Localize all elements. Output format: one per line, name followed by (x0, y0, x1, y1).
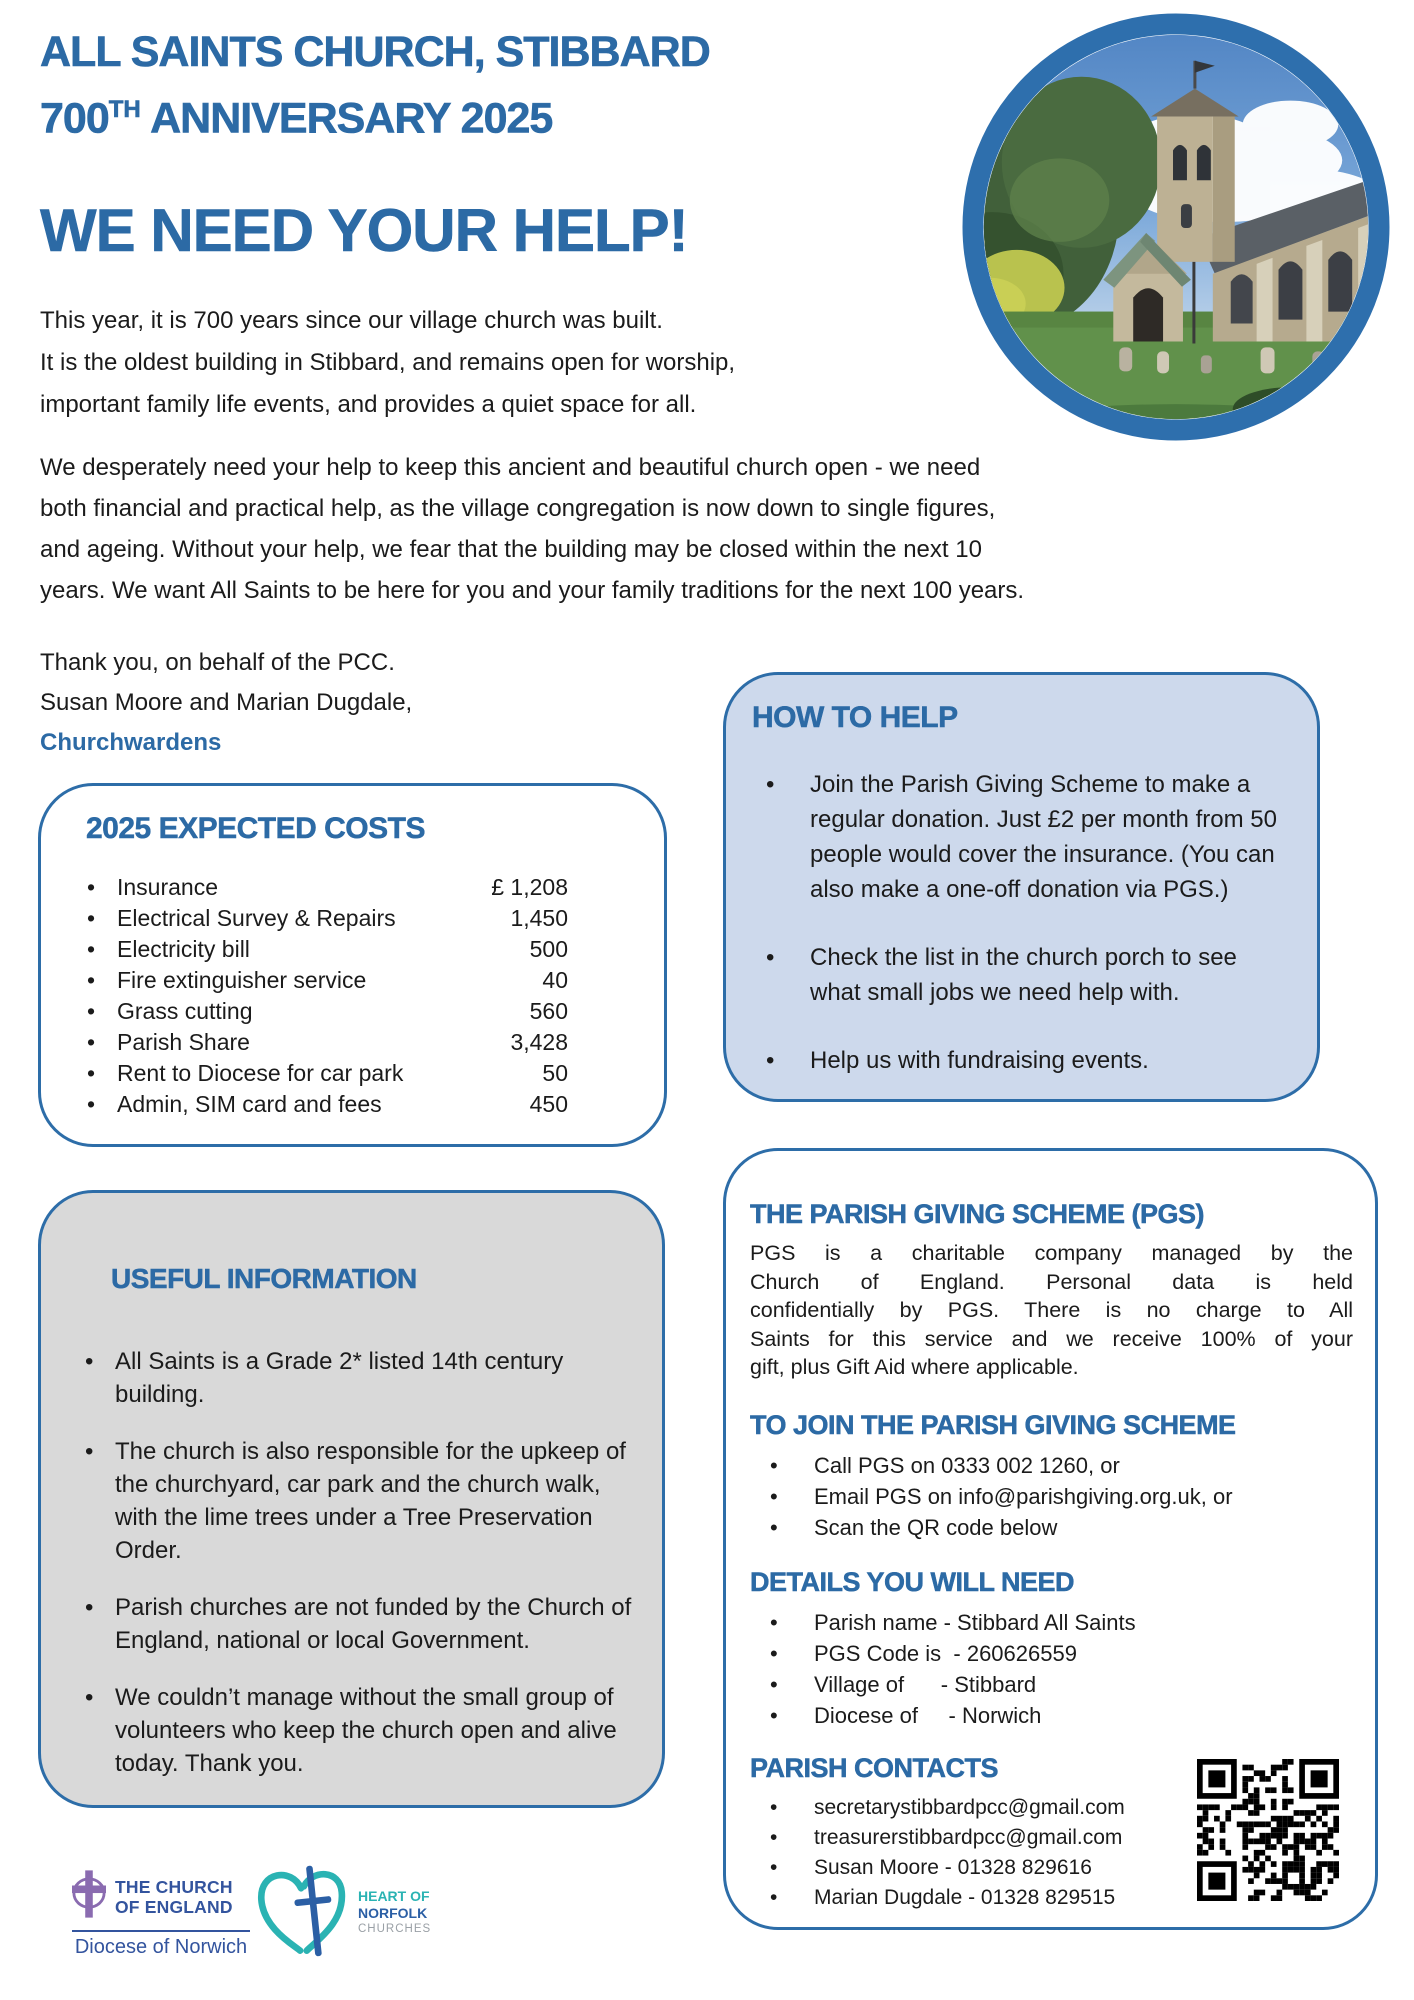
bullet-icon: • (85, 1684, 94, 1711)
bullet-icon: • (85, 1348, 94, 1375)
pgs-details-heading: DETAILS YOU WILL NEED (750, 1566, 1075, 1597)
bullet-icon: • (87, 967, 96, 993)
cost-row (77, 1027, 568, 1058)
intro-paragraph (40, 300, 735, 426)
title-line1: ALL SAINTS CHURCH, STIBBARD (40, 28, 710, 76)
heart-cross-icon (250, 1858, 354, 1967)
cost-label: Rent to Diocese for car park (117, 1060, 404, 1086)
pgs-join-item: • Scan the QR code below (750, 1512, 1347, 1543)
cost-label: Grass cutting (117, 998, 253, 1024)
divider (72, 1930, 250, 1932)
bullet-icon: • (770, 1825, 778, 1849)
parish-contact-item: • secretarystibbardpcc@gmail.com (750, 1793, 1347, 1823)
cost-label: Electricity bill (117, 936, 250, 962)
bullet-icon: • (770, 1514, 778, 1540)
pgs-join-heading: TO JOIN THE PARISH GIVING SCHEME (750, 1409, 1236, 1440)
bullet-icon: • (766, 1047, 775, 1074)
appeal-line: and ageing. Without your help, we fear that the building may be closed within the next 10 (40, 536, 982, 563)
pgs-details-item: • Parish name - Stibbard All Saints (750, 1607, 1347, 1638)
bullet-icon: • (770, 1702, 778, 1728)
appeal-line: both financial and practical help, as the village congregation is now down to single figures, (40, 495, 996, 522)
pgs-paragraph-line: PGS is a charitable company managed by the (750, 1241, 1353, 1265)
how-to-help-item: • Check the list in the church porch to see what small jobs we need help with. (752, 940, 1287, 1010)
bullet-icon: • (770, 1671, 778, 1697)
cost-amount: £ 1,208 (491, 874, 568, 900)
costs-list (77, 872, 568, 1120)
bullet-icon: • (85, 1594, 94, 1621)
parish-contacts-heading: PARISH CONTACTS (750, 1752, 998, 1783)
useful-information-item: • All Saints is a Grade 2* listed 14th century building. (73, 1345, 638, 1411)
parish-contact-item: • Susan Moore - 01328 829616 (750, 1853, 1347, 1883)
pgs-join-list (750, 1450, 1347, 1543)
church-of-england-logo (72, 1868, 250, 1959)
pgs-paragraph (750, 1239, 1353, 1382)
cost-amount: 40 (542, 967, 568, 993)
appeal-paragraph (40, 447, 1140, 611)
pgs-details-item: • Village of - Stibbard (750, 1669, 1347, 1700)
headline: WE NEED YOUR HELP! (40, 197, 688, 264)
ordinal-suffix: TH (108, 96, 141, 123)
how-to-help-heading: HOW TO HELP (752, 701, 958, 734)
cost-row (77, 1089, 568, 1120)
title-line2: 700TH ANNIVERSARY 2025 (40, 94, 553, 143)
cost-row (77, 934, 568, 965)
useful-information-box (38, 1190, 665, 1808)
cost-amount: 500 (529, 936, 568, 962)
pgs-paragraph-line: confidentially by PGS. There is no charge to All (750, 1298, 1353, 1322)
expected-costs-box (38, 783, 667, 1147)
bullet-icon: • (87, 905, 96, 931)
diocese-of-norwich-label: Diocese of Norwich (74, 1936, 248, 1958)
bullet-icon: • (770, 1885, 778, 1909)
cost-row (77, 903, 568, 934)
cost-amount: 50 (542, 1060, 568, 1086)
cost-row (77, 1058, 568, 1089)
pgs-paragraph-line: Church of England. Personal data is held (750, 1269, 1353, 1294)
bullet-icon: • (770, 1640, 778, 1666)
bullet-icon: • (85, 1438, 94, 1465)
church-photo (962, 13, 1390, 441)
page-title (40, 24, 710, 147)
bullet-icon: • (766, 771, 775, 798)
pgs-details-list (750, 1607, 1347, 1731)
cost-row (77, 872, 568, 903)
cost-amount: 450 (529, 1091, 568, 1117)
signature-block (40, 643, 412, 763)
intro-line: This year, it is 700 years since our village church was built. (40, 307, 663, 334)
cost-label: Parish Share (117, 1029, 250, 1055)
cost-row (77, 965, 568, 996)
heart-of-norfolk-name: HEART OF NORFOLK CHURCHES (358, 1888, 432, 1935)
pgs-details-item: • PGS Code is - 260626559 (750, 1638, 1347, 1669)
intro-line: It is the oldest building in Stibbard, and remains open for worship, (40, 349, 736, 376)
bullet-icon: • (770, 1609, 778, 1635)
thanks-line: Thank you, on behalf of the PCC. (40, 649, 395, 676)
qr-code (1197, 1759, 1339, 1901)
cost-amount: 560 (529, 998, 568, 1024)
pgs-paragraph-line: Saints for this service and we receive 100% of your (750, 1326, 1353, 1351)
bullet-icon: • (770, 1452, 778, 1478)
pgs-paragraph-line: gift, plus Gift Aid where applicable. (750, 1355, 1079, 1379)
parish-contact-item: • Marian Dugdale - 01328 829515 (750, 1883, 1347, 1913)
useful-information-heading: USEFUL INFORMATION (111, 1263, 417, 1294)
church-of-england-name: THE CHURCH OF ENGLAND (115, 1876, 233, 1917)
how-to-help-item: • Help us with fundraising events. (752, 1043, 1287, 1078)
bullet-icon: • (87, 1029, 96, 1055)
churchwardens-label: Churchwardens (40, 729, 222, 756)
pgs-details-item: • Diocese of - Norwich (750, 1700, 1347, 1731)
useful-information-item: • We couldn’t manage without the small group of volunteers who keep the church open and alive today. Thank you. (73, 1681, 638, 1780)
cost-label: Fire extinguisher service (117, 967, 367, 993)
signatories-line: Susan Moore and Marian Dugdale, (40, 689, 413, 716)
church-photo-illustration (962, 13, 1390, 441)
how-to-help-list (752, 767, 1287, 1078)
bullet-icon: • (87, 1060, 96, 1086)
bullet-icon: • (770, 1795, 778, 1819)
intro-line: important family life events, and provides a quiet space for all. (40, 391, 697, 418)
useful-information-item: • Parish churches are not funded by the Church of England, national or local Government. (73, 1591, 638, 1657)
useful-information-item: • The church is also responsible for the upkeep of the churchyard, car park and the church walk, with the lime trees under a Tree Preservation Order. (73, 1435, 638, 1567)
bullet-icon: • (766, 944, 775, 971)
heart-of-norfolk-logo (250, 1858, 431, 1967)
cost-label: Insurance (117, 874, 219, 900)
cost-label: Electrical Survey & Repairs (117, 905, 396, 931)
cost-row (77, 996, 568, 1027)
bullet-icon: • (87, 1091, 96, 1117)
cost-label: Admin, SIM card and fees (117, 1091, 382, 1117)
church-of-england-emblem-icon (72, 1868, 106, 1925)
pgs-join-item: • Email PGS on info@parishgiving.org.uk, or (750, 1481, 1347, 1512)
useful-information-list (73, 1345, 638, 1780)
bullet-icon: • (87, 936, 96, 962)
parish-giving-scheme-box (723, 1148, 1378, 1930)
bullet-icon: • (87, 998, 96, 1024)
how-to-help-box (723, 672, 1320, 1102)
bullet-icon: • (87, 874, 96, 900)
bullet-icon: • (770, 1855, 778, 1879)
appeal-line: We desperately need your help to keep this ancient and beautiful church open - we need (40, 454, 981, 481)
pgs-heading: THE PARISH GIVING SCHEME (PGS) (750, 1199, 1205, 1229)
bullet-icon: • (770, 1483, 778, 1509)
parish-contact-item: • treasurerstibbardpcc@gmail.com (750, 1823, 1347, 1853)
how-to-help-item: • Join the Parish Giving Scheme to make a regular donation. Just £2 per month from 50 people would cover the insurance. (You can also make a one-off donation via PGS.) (752, 767, 1287, 907)
appeal-line: years. We want All Saints to be here for you and your family traditions for the next 100 years. (40, 577, 1025, 604)
pgs-join-item: • Call PGS on 0333 002 1260, or (750, 1450, 1347, 1481)
cost-amount: 3,428 (510, 1029, 568, 1055)
costs-heading: 2025 EXPECTED COSTS (86, 812, 425, 845)
cost-amount: 1,450 (510, 905, 568, 931)
